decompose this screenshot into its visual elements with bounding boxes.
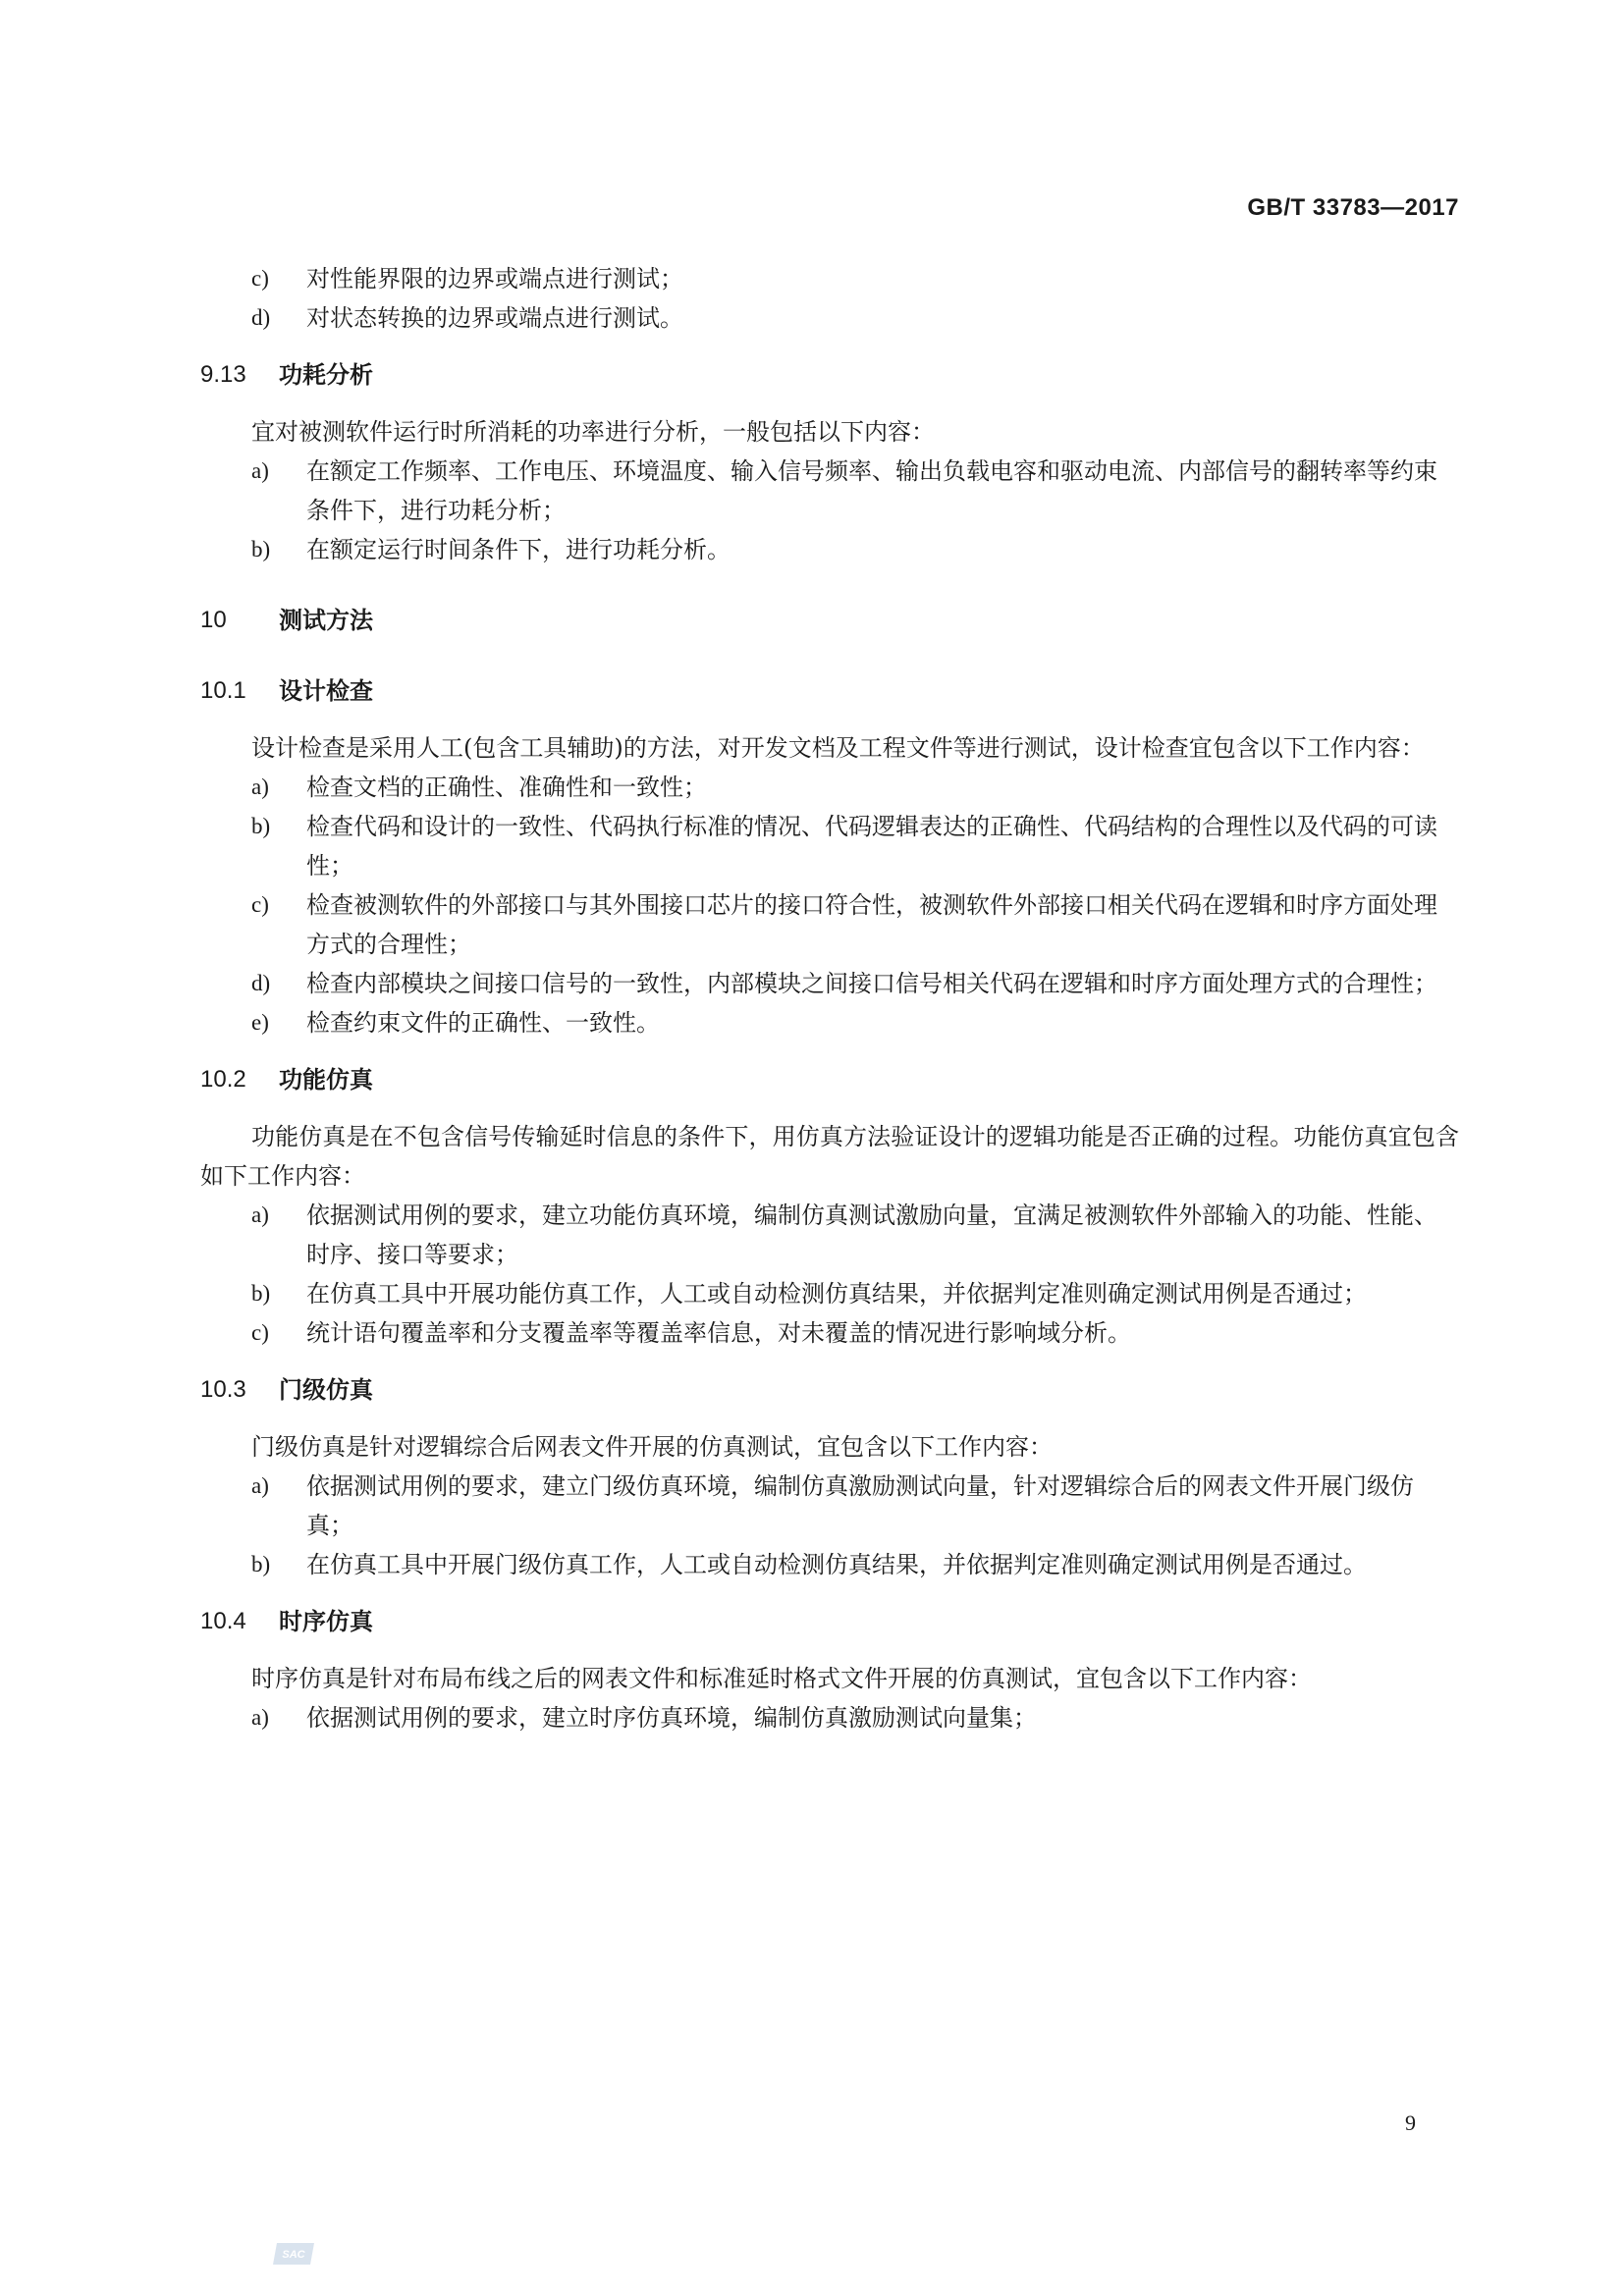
list-marker: a) <box>251 458 269 483</box>
section-number: 9.13 <box>200 361 246 388</box>
sac-logo-icon <box>271 2241 318 2267</box>
section-number: 10.1 <box>200 677 246 704</box>
list-marker: a) <box>251 1705 269 1730</box>
list-item-text: 在额定工作频率、工作电压、环境温度、输入信号频率、输出负载电容和驱动电流、内部信号的翻转率等约束条件下，进行功耗分析； <box>306 457 1437 524</box>
list-item <box>200 885 1459 964</box>
paragraph: 设计检查是采用人工(包含工具辅助)的方法，对开发文档及工程文件等进行测试，设计检查宜包含以下工作内容： <box>251 734 1425 762</box>
list-marker: b) <box>251 537 271 561</box>
list-marker: b) <box>251 1552 271 1576</box>
list-item <box>200 768 1459 807</box>
list-marker: a) <box>251 1202 269 1227</box>
list-marker: c) <box>251 266 269 291</box>
chapter-number: 10 <box>200 607 227 633</box>
list-item <box>200 1274 1459 1313</box>
section-heading-9-13 <box>200 355 1459 395</box>
list-item-text: 依据测试用例的要求，建立时序仿真环境，编制仿真激励测试向量集； <box>306 1704 1037 1732</box>
standard-code: GB/T 33783—2017 <box>1247 194 1459 221</box>
list-marker: c) <box>251 1320 269 1345</box>
section-heading-10-1 <box>200 671 1459 711</box>
list-item <box>200 452 1459 530</box>
list-item-text: 统计语句覆盖率和分支覆盖率等覆盖率信息，对未覆盖的情况进行影响域分析。 <box>306 1319 1131 1347</box>
list-item-text: 检查文档的正确性、准确性和一致性； <box>306 774 707 801</box>
list-item <box>200 298 1459 338</box>
section-heading-10-4 <box>200 1602 1459 1641</box>
list-marker: a) <box>251 774 269 799</box>
section-number: 10.3 <box>200 1376 246 1403</box>
list-item <box>200 964 1459 1003</box>
section-title: 门级仿真 <box>279 1376 373 1404</box>
list-item-text: 在仿真工具中开展门级仿真工作，人工或自动检测仿真结果，并依据判定准则确定测试用例是否通过。 <box>306 1551 1367 1578</box>
list-item-text: 在额定运行时间条件下，进行功耗分析。 <box>306 536 731 563</box>
list-item-text: 依据测试用例的要求，建立功能仿真环境，编制仿真测试激励向量，宜满足被测软件外部输入的功能、性能、时序、接口等要求； <box>306 1201 1437 1268</box>
section-title: 功能仿真 <box>279 1066 373 1094</box>
paragraph: 宜对被测软件运行时所消耗的功率进行分析，一般包括以下内容： <box>251 418 935 446</box>
section-heading-10-3 <box>200 1370 1459 1410</box>
list-item-text: 检查约束文件的正确性、一致性。 <box>306 1009 660 1037</box>
section-number: 10.4 <box>200 1608 246 1634</box>
list-item-text: 对性能界限的边界或端点进行测试； <box>306 265 683 293</box>
paragraph: 时序仿真是针对布局布线之后的网表文件和标准延时格式文件开展的仿真测试，宜包含以下工作内容： <box>251 1665 1312 1692</box>
list-item-text: 依据测试用例的要求，建立门级仿真环境，编制仿真激励测试向量，针对逻辑综合后的网表文件开展门级仿真； <box>306 1472 1414 1539</box>
list-marker: c) <box>251 892 269 917</box>
page-content <box>200 259 1459 1737</box>
list-item <box>200 1313 1459 1353</box>
list-item-text: 检查代码和设计的一致性、代码执行标准的情况、代码逻辑表达的正确性、代码结构的合理性以及代码的可读性； <box>306 813 1437 880</box>
list-item <box>200 1196 1459 1274</box>
list-marker: b) <box>251 814 271 838</box>
list-item <box>200 530 1459 569</box>
section-title: 时序仿真 <box>279 1608 373 1635</box>
list-item-text: 对状态转换的边界或端点进行测试。 <box>306 304 683 332</box>
section-title: 功耗分析 <box>279 361 373 389</box>
section-heading-10-2 <box>200 1060 1459 1099</box>
section-number: 10.2 <box>200 1066 246 1093</box>
list-item <box>200 807 1459 885</box>
list-item-text: 在仿真工具中开展功能仿真工作，人工或自动检测仿真结果，并依据判定准则确定测试用例是否通过； <box>306 1280 1367 1308</box>
chapter-heading-10 <box>200 601 1459 640</box>
list-item <box>200 1698 1459 1737</box>
paragraph: 门级仿真是针对逻辑综合后网表文件开展的仿真测试，宜包含以下工作内容： <box>251 1433 1053 1461</box>
page-number: 9 <box>1405 2110 1416 2135</box>
list-item <box>200 259 1459 298</box>
list-item <box>200 1545 1459 1584</box>
list-item-text: 检查内部模块之间接口信号的一致性，内部模块之间接口信号相关代码在逻辑和时序方面处理方式的合理性； <box>306 970 1437 997</box>
logo-text: SAC <box>282 2249 305 2261</box>
section-title: 设计检查 <box>279 677 373 705</box>
list-marker: b) <box>251 1281 271 1306</box>
list-marker: d) <box>251 971 271 995</box>
list-marker: d) <box>251 305 271 330</box>
list-marker: a) <box>251 1473 269 1498</box>
list-marker: e) <box>251 1010 269 1035</box>
list-item-text: 检查被测软件的外部接口与其外围接口芯片的接口符合性，被测软件外部接口相关代码在逻辑和时序方面处理方式的合理性； <box>306 891 1437 958</box>
list-item <box>200 1467 1459 1545</box>
list-item <box>200 1003 1459 1042</box>
paragraph: 功能仿真是在不包含信号传输延时信息的条件下，用仿真方法验证设计的逻辑功能是否正确的过程。功能仿真宜包含如下工作内容： <box>200 1123 1459 1190</box>
chapter-title: 测试方法 <box>279 607 373 634</box>
